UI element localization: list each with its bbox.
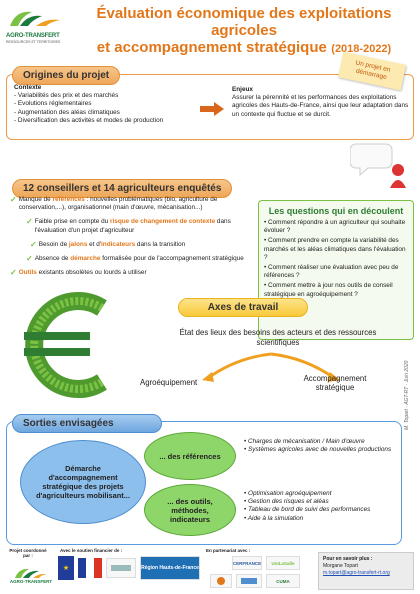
- outils-oval: ... des outils, méthodes, indicateurs: [144, 484, 236, 536]
- agro-transfert-logo: [6, 8, 66, 46]
- check-icon: ✓: [26, 253, 33, 263]
- enjeux-block: [232, 86, 410, 119]
- cerfrance-logo: CERFRANCE: [232, 556, 262, 570]
- title-line-1: Évaluation économique des exploitations agricoles: [96, 5, 392, 39]
- title-years: (2018-2022): [331, 43, 392, 55]
- title-line-2: et accompagnement stratégique: [96, 39, 327, 56]
- enjeux-title: Enjeux: [232, 86, 253, 93]
- question-item: • Comment répondre à un agriculteur qui souhaite évoluer ?: [264, 219, 406, 235]
- partner-logo-icon: [213, 576, 229, 586]
- outil-text: Tableau de bord de suivi des performances: [248, 506, 371, 514]
- outil-item: • Aide à la simulation: [244, 514, 304, 522]
- enquete-item: [10, 269, 258, 277]
- enjeux-text: Assurer la pérennité et les performances des exploitations agricoles des Hauts-de-France, ainsi que leur adaptation dans un contexte qui fluctue et se durcit.: [232, 94, 409, 118]
- check-icon: ✓: [26, 217, 33, 227]
- enquete-item: [30, 241, 258, 249]
- question-item: • Comment réaliser une évaluation avec peu de références ?: [264, 263, 399, 280]
- origines-label: Origines du projet: [12, 66, 120, 85]
- enquete-highlight: démarche: [70, 254, 101, 262]
- contexte-item: - Diversification des activités et modes de production: [14, 117, 204, 125]
- enquete-item: [26, 255, 258, 263]
- eu-flag-icon: ★: [58, 556, 74, 580]
- references-list: [244, 438, 404, 454]
- contexte-to-enjeux-arrow: [200, 102, 224, 116]
- logo-name: AGRO-TRANSFERT: [6, 33, 60, 39]
- coord-label: Projet coordonné par :: [9, 548, 47, 558]
- footer-logo-name: AGRO-TRANSFERT: [9, 578, 53, 584]
- french-flag-icon: [78, 558, 102, 578]
- sorties-label: Sorties envisagées: [12, 414, 162, 433]
- outil-item: • Optimisation agroéquipement: [244, 490, 332, 497]
- outil-text: Aide à la simulation: [247, 514, 304, 522]
- axes-label: Axes de travail: [178, 298, 308, 317]
- enquete-text: Absence de: [34, 254, 71, 262]
- reference-item: • Systèmes agricoles avec de nouvelles productions: [244, 446, 392, 454]
- check-icon: ✓: [10, 268, 17, 278]
- enquete-highlight: Outils: [18, 269, 37, 277]
- etat-des-lieux: État des lieux des besoins des acteurs et des ressources scientifiques: [179, 328, 377, 347]
- partner-logo: [210, 574, 232, 588]
- axe-agroequipement: Agroéquipement: [140, 378, 198, 387]
- partenariat-label: En partenariat avec :: [206, 548, 251, 553]
- author-credit: M. Topart · AGT-RT · Juin 2020: [404, 360, 410, 430]
- questions-title: Les questions qui en découlent: [268, 206, 404, 216]
- page-title: [74, 6, 414, 57]
- reference-text: Systèmes agricoles avec de nouvelles productions: [248, 446, 392, 454]
- logo-leaf-icon: [6, 8, 64, 28]
- info-name: Morgane Topart: [323, 563, 358, 569]
- region-logo: Région Hauts-de-France: [140, 556, 200, 580]
- partner-logo: [236, 574, 262, 588]
- question-text: Comment répondre à un agriculteur qui souhaite évoluer ?: [264, 219, 406, 235]
- contexte-list: [14, 92, 204, 125]
- cuma-logo: CUMA: [266, 574, 300, 588]
- outil-item: • Tableau de bord de suivi des performances: [244, 506, 371, 514]
- enquete-text: formalisée pour de l'accompagnement stratégique: [100, 254, 244, 262]
- soutien-label: Avec le soutien financier de :: [60, 548, 123, 553]
- footer-leaf-icon: [13, 567, 49, 579]
- question-text: Comment prendre en compte la variabilité des marchés et les aléas climatiques dans l'évaluation ?: [264, 237, 406, 261]
- enquete-text: Manque de: [18, 196, 53, 203]
- check-icon: ✓: [10, 195, 17, 204]
- enquete-text: : nouvelles problématiques (bio, agriculture de conservation,...), organisationnel (main d'œuvre, mécanisation...): [18, 196, 218, 212]
- enquete-text: et d': [87, 240, 102, 248]
- contexte-item: - Augmentation des aléas climatiques: [14, 109, 204, 117]
- ministry-logo-icon: [109, 562, 133, 574]
- enquete-text: dans la transition: [135, 240, 186, 248]
- info-email-link[interactable]: m.topart@agro-transfert-rt.org: [323, 570, 390, 576]
- outil-text: Gestion des risques et aléas: [248, 498, 329, 506]
- logo-subtitle: RESSOURCES ET TERRITOIRES: [6, 40, 61, 44]
- ministry-logo: [106, 558, 136, 578]
- questions-box: [258, 200, 414, 340]
- contexte-title: Contexte: [14, 84, 42, 91]
- enquete-text: Besoin de: [38, 240, 69, 248]
- footer-agro-logo: [6, 562, 56, 588]
- contexte-item: - Variabilités des prix et des marchés: [14, 92, 204, 100]
- question-text: Comment mettre à jour nos outils de conseil stratégique en agroéquipement ?: [264, 282, 393, 298]
- partner-logo-icon: [239, 576, 259, 586]
- reference-text: Charges de mécanisation / Main d'œuvre: [248, 438, 365, 445]
- outil-text: Optimisation agroéquipement: [248, 490, 332, 497]
- outils-list: [244, 490, 404, 523]
- enquete-highlight: risque de changement de contexte: [110, 218, 216, 226]
- enquetes-label: 12 conseillers et 14 agriculteurs enquêtés: [12, 179, 232, 198]
- question-item: • Comment prendre en compte la variabilité des marchés et les aléas climatiques dans l'évaluation ?: [264, 237, 406, 261]
- enquete-text: dans l'évaluation d'un projet d'agriculteur: [34, 218, 231, 234]
- enquete-text: existants obsolètes ou lourds à utiliser: [36, 269, 147, 277]
- speech-bubbles-icon: [350, 138, 412, 190]
- enquete-item: [10, 196, 258, 212]
- contexte-item: - Evolutions réglementaires: [14, 100, 204, 108]
- enquete-highlight: références: [52, 196, 85, 203]
- enquete-highlight: jalons: [68, 240, 88, 248]
- enquetes-list: [10, 196, 258, 277]
- outil-item: • Gestion des risques et aléas: [244, 498, 329, 506]
- euro-word-cloud-icon: [20, 290, 130, 400]
- info-title: Pour en savoir plus :: [323, 556, 373, 562]
- contexte-block: [14, 84, 204, 125]
- references-oval: ... des références: [144, 432, 236, 480]
- info-box: [318, 552, 414, 590]
- question-item: • Comment mettre à jour nos outils de conseil stratégique en agroéquipement ?: [264, 282, 393, 298]
- axe-accompagnement: Accompagnement stratégique: [303, 374, 367, 393]
- enquete-text: Faible prise en compte du: [34, 218, 111, 226]
- enquete-highlight: indicateurs: [101, 240, 136, 248]
- enquete-item: [26, 218, 258, 234]
- reference-item: • Charges de mécanisation / Main d'œuvre: [244, 438, 365, 445]
- questions-list: [264, 219, 408, 299]
- demarche-oval: Démarche d'accompagnement stratégique des projets d'agriculteurs mobilisant...: [20, 440, 146, 524]
- check-icon: ✓: [30, 239, 37, 249]
- project-start-sticker: Un projet en démarrage: [338, 52, 406, 91]
- unilasalle-logo: UniLaSalle: [266, 556, 300, 570]
- question-text: Comment réaliser une évaluation avec peu de références ?: [264, 263, 399, 280]
